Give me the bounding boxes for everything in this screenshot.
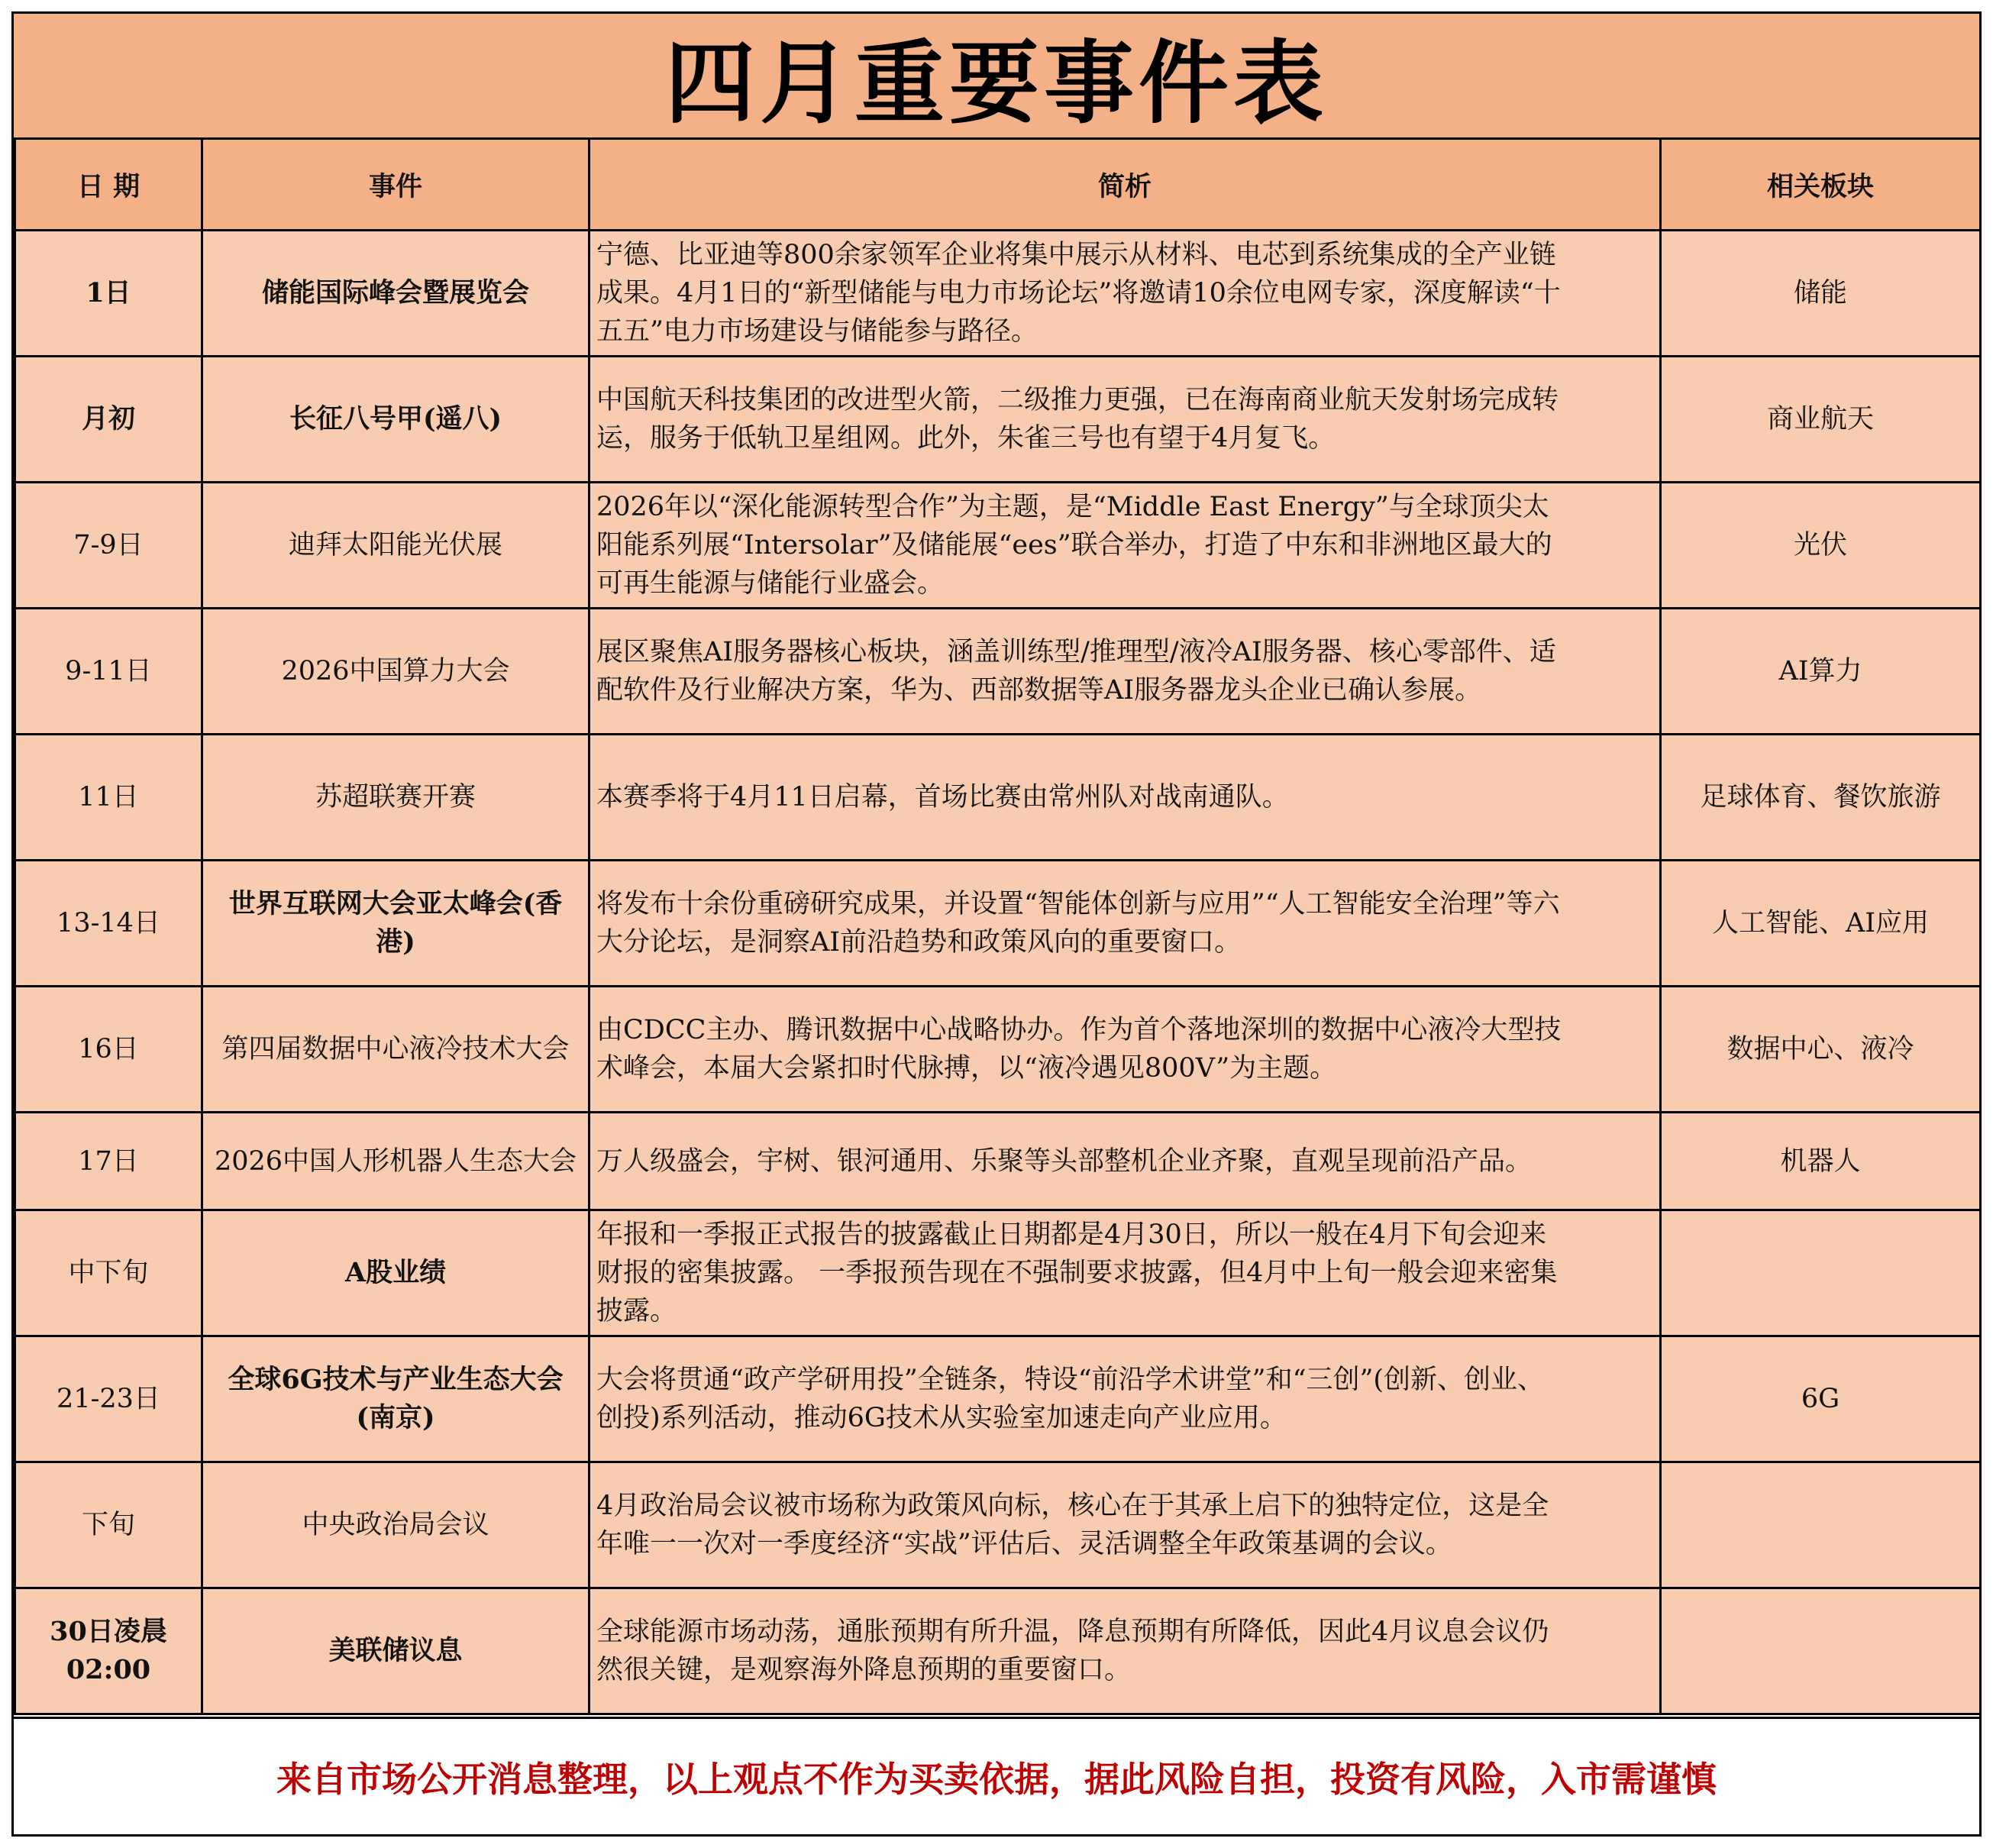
row-event: 中央政治局会议: [202, 1462, 590, 1588]
page-title: 四月重要事件表: [664, 31, 1328, 136]
row-desc: 年报和一季报正式报告的披露截止日期都是4月30日，所以一般在4月下旬会迎来财报的密集披露。 一季报预告现在不强制要求披露，但4月中上旬一般会迎来密集披露。: [590, 1210, 1661, 1336]
row-sector: [1661, 1210, 1981, 1336]
row-event: 2026中国人形机器人生态大会: [202, 1113, 590, 1210]
row-date: 月初: [15, 357, 202, 483]
row-sector: 足球体育、餐饮旅游: [1661, 735, 1981, 861]
table-row: [15, 987, 1981, 1113]
row-desc: 宁德、比亚迪等800余家领军企业将集中展示从材料、电芯到系统集成的全产业链成果。4月1日的“新型储能与电力市场论坛”将邀请10余位电网专家，深度解读“十五五”电力市场建设与储能参与路径。: [590, 231, 1661, 357]
row-date: 中下旬: [15, 1210, 202, 1336]
table-row: [15, 1462, 1981, 1588]
table-row: [15, 1210, 1981, 1336]
row-desc: 2026年以“深化能源转型合作”为主题，是“Middle East Energy”与全球顶尖太阳能系列展“Intersolar”及储能展“ees”联合举办，打造了中东和非洲地区最大的可再生能源与储能行业盛会。: [590, 483, 1661, 609]
header-sector: 相关板块: [1661, 139, 1981, 231]
row-event: 世界互联网大会亚太峰会(香港): [202, 861, 590, 987]
row-date: 1日: [15, 231, 202, 357]
row-event: 长征八号甲(遥八): [202, 357, 590, 483]
table-row: [15, 231, 1981, 357]
row-date: 11日: [15, 735, 202, 861]
row-sector: 商业航天: [1661, 357, 1981, 483]
row-event: 苏超联赛开赛: [202, 735, 590, 861]
row-desc: 将发布十余份重磅研究成果，并设置“智能体创新与应用”“人工智能安全治理”等六大分论坛，是洞察AI前沿趋势和政策风向的重要窗口。: [590, 861, 1661, 987]
row-sector: 光伏: [1661, 483, 1981, 609]
row-date: 30日凌晨 02:00: [15, 1588, 202, 1714]
table-row: [15, 609, 1981, 735]
table-row: [15, 357, 1981, 483]
row-desc: 由CDCC主办、腾讯数据中心战略协办。作为首个落地深圳的数据中心液冷大型技术峰会，本届大会紧扣时代脉搏，以“液冷遇见800V”为主题。: [590, 987, 1661, 1113]
row-desc: 全球能源市场动荡，通胀预期有所升温，降息预期有所降低，因此4月议息会议仍然很关键，是观察海外降息预期的重要窗口。: [590, 1588, 1661, 1714]
header-row: [15, 139, 1981, 231]
table-row: [15, 1336, 1981, 1462]
row-event: 美联储议息: [202, 1588, 590, 1714]
table-row: [15, 861, 1981, 987]
row-event: 全球6G技术与产业生态大会(南京): [202, 1336, 590, 1462]
row-desc: 4月政治局会议被市场称为政策风向标，核心在于其承上启下的独特定位，这是全年唯一一次对一季度经济“实战”评估后、灵活调整全年政策基调的会议。: [590, 1462, 1661, 1588]
row-date: 16日: [15, 987, 202, 1113]
row-sector: [1661, 1588, 1981, 1714]
row-sector: 数据中心、液冷: [1661, 987, 1981, 1113]
row-sector: [1661, 1462, 1981, 1588]
row-sector: 储能: [1661, 231, 1981, 357]
table-row: [15, 1588, 1981, 1714]
row-event: 储能国际峰会暨展览会: [202, 231, 590, 357]
row-event: A股业绩: [202, 1210, 590, 1336]
header-event: 事件: [202, 139, 590, 231]
row-date: 下旬: [15, 1462, 202, 1588]
row-desc: 大会将贯通“政产学研用投”全链条，特设“前沿学术讲堂”和“三创”(创新、创业、创投)系列活动，推动6G技术从实验室加速走向产业应用。: [590, 1336, 1661, 1462]
row-desc: 万人级盛会，宇树、银河通用、乐聚等头部整机企业齐聚，直观呈现前沿产品。: [590, 1113, 1661, 1210]
row-desc: 展区聚焦AI服务器核心板块，涵盖训练型/推理型/液冷AI服务器、核心零部件、适配软件及行业解决方案，华为、西部数据等AI服务器龙头企业已确认参展。: [590, 609, 1661, 735]
table-row: [15, 1113, 1981, 1210]
row-date: 7-9日: [15, 483, 202, 609]
row-desc: 中国航天科技集团的改进型火箭，二级推力更强，已在海南商业航天发射场完成转运，服务于低轨卫星组网。此外，朱雀三号也有望于4月复飞。: [590, 357, 1661, 483]
row-sector: 人工智能、AI应用: [1661, 861, 1981, 987]
row-event: 2026中国算力大会: [202, 609, 590, 735]
disclaimer-text: 来自市场公开消息整理，以上观点不作为买卖依据，据此风险自担，投资有风险，入市需谨慎: [276, 1758, 1717, 1800]
disclaimer-footer: [14, 1717, 1979, 1834]
row-date: 13-14日: [15, 861, 202, 987]
event-sheet: [11, 11, 1982, 1837]
header-desc: 简析: [590, 139, 1661, 231]
row-date: 21-23日: [15, 1336, 202, 1462]
row-sector: 6G: [1661, 1336, 1981, 1462]
row-date: 17日: [15, 1113, 202, 1210]
row-event: 迪拜太阳能光伏展: [202, 483, 590, 609]
event-table: [14, 137, 1982, 1715]
row-event: 第四届数据中心液冷技术大会: [202, 987, 590, 1113]
header-date: 日 期: [15, 139, 202, 231]
title-bar: [14, 14, 1979, 140]
row-date: 9-11日: [15, 609, 202, 735]
table-row: [15, 483, 1981, 609]
row-sector: AI算力: [1661, 609, 1981, 735]
table-row: [15, 735, 1981, 861]
row-desc: 本赛季将于4月11日启幕，首场比赛由常州队对战南通队。: [590, 735, 1661, 861]
row-sector: 机器人: [1661, 1113, 1981, 1210]
